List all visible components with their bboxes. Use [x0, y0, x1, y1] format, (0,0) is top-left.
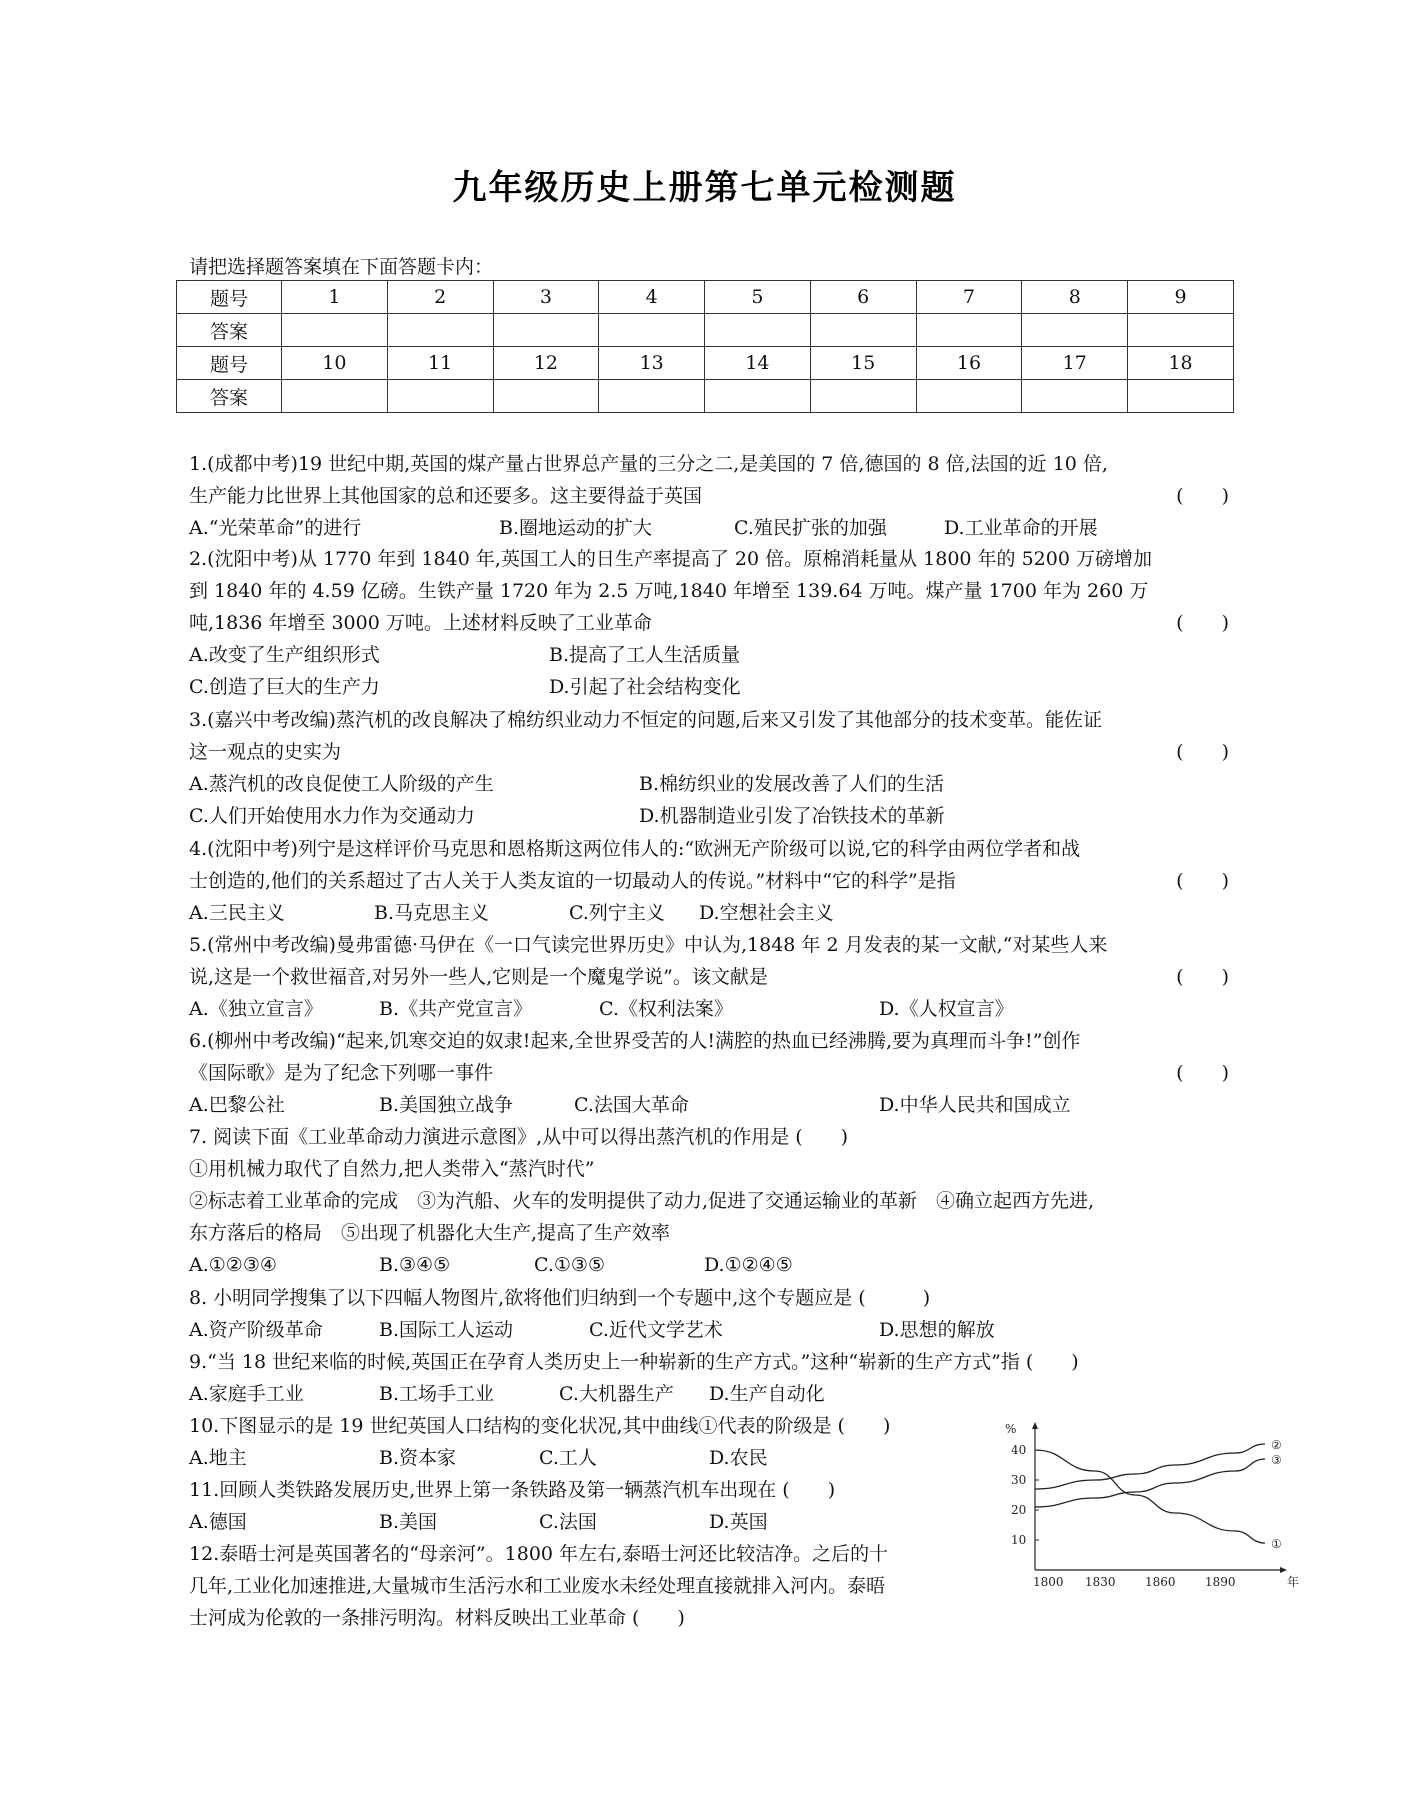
answer-table-header-cell: 答案 [177, 380, 282, 413]
answer-table-cell [493, 380, 599, 413]
options-row [189, 512, 1229, 544]
question-text: 士河成为伦敦的一条排污明沟。材料反映出工业革命 ( ) [189, 1607, 685, 1629]
question-line [189, 1410, 989, 1442]
option-d: D.英国 [709, 1511, 768, 1533]
answer-table-row [177, 314, 1234, 347]
series-label-1: ① [1271, 1537, 1282, 1551]
question-line [189, 1025, 1229, 1057]
x-tick-label: 1800 [1033, 1575, 1064, 1589]
answer-table-cell [599, 380, 705, 413]
question-line [189, 480, 1229, 512]
option-d: D.《人权宣言》 [879, 998, 1014, 1020]
question-8 [189, 1282, 1229, 1346]
question-line [189, 1538, 989, 1570]
option-b: B.圈地运动的扩大 [499, 517, 653, 539]
answer-parentheses: ( ) [1176, 870, 1229, 892]
population-chart [1000, 1420, 1300, 1590]
question-line [189, 929, 1229, 961]
question-line [189, 865, 1229, 897]
answer-table-cell [282, 380, 388, 413]
option-c: C.大机器生产 [559, 1383, 674, 1405]
answer-table-cell [916, 380, 1022, 413]
option-a: A.地主 [189, 1447, 247, 1469]
answer-table-cell: 15 [810, 347, 916, 380]
question-4 [189, 833, 1229, 929]
answer-table-cell [705, 314, 811, 347]
option-c: C.法国大革命 [574, 1094, 689, 1116]
option-a: A.《独立宣言》 [189, 998, 323, 1020]
option-b: B.资本家 [379, 1447, 457, 1469]
answer-table-row [177, 281, 1234, 314]
question-line [189, 1057, 1229, 1089]
option-b: B.美国 [379, 1511, 438, 1533]
options-row [189, 671, 1229, 703]
answer-table-cell [1022, 380, 1128, 413]
question-text: 东方落后的格局 ⑤出现了机器化大生产,提高了生产效率 [189, 1222, 671, 1244]
question-line [189, 1282, 1229, 1314]
question-line [189, 1570, 989, 1602]
options-row [189, 1506, 989, 1538]
option-d: D.①②④⑤ [704, 1254, 793, 1276]
question-5 [189, 929, 1229, 1025]
options-row [189, 897, 1229, 929]
option-a: A.德国 [189, 1511, 247, 1533]
question-line [189, 543, 1229, 575]
option-c: C.①③⑤ [534, 1254, 605, 1276]
question-line [189, 1346, 1229, 1378]
option-c: C.创造了巨大的生产力 [189, 676, 380, 698]
option-c: C.近代文学艺术 [589, 1319, 723, 1341]
question-text: 3.(嘉兴中考改编)蒸汽机的改良解决了棉纺织业动力不恒定的问题,后来又引发了其他部分的技术变革。能佐证 [189, 709, 1102, 731]
option-d: D.工业革命的开展 [944, 517, 1098, 539]
answer-table-cell: 12 [493, 347, 599, 380]
answer-table-header-cell: 题号 [177, 347, 282, 380]
question-text: 吨,1836 年增至 3000 万吨。上述材料反映了工业革命 [189, 612, 652, 634]
answer-table-cell: 16 [916, 347, 1022, 380]
answer-parentheses: ( ) [1176, 741, 1229, 763]
question-text: 4.(沈阳中考)列宁是这样评价马克思和恩格斯这两位伟人的:“欧洲无产阶级可以说,它的科学由两位学者和战 [189, 838, 1081, 860]
question-text: ①用机械力取代了自然力,把人类带入“蒸汽时代” [189, 1158, 595, 1180]
question-text: 说,这是一个救世福音,对另外一些人,它则是一个魔鬼学说”。该文献是 [189, 966, 768, 988]
option-b: B.《共产党宣言》 [379, 998, 533, 1020]
option-b: B.③④⑤ [379, 1254, 451, 1276]
option-b: B.提高了工人生活质量 [549, 644, 741, 666]
option-c: C.殖民扩张的加强 [734, 517, 887, 539]
answer-table-cell [493, 314, 599, 347]
options-row [189, 1249, 1229, 1281]
option-b: B.美国独立战争 [379, 1094, 514, 1116]
answer-parentheses: ( ) [1176, 612, 1229, 634]
answer-parentheses: ( ) [1176, 485, 1229, 507]
y-tick-label: 40 [1011, 1443, 1027, 1457]
question-2 [189, 543, 1229, 703]
y-tick-label: 20 [1011, 1503, 1027, 1517]
y-tick-label: 30 [1011, 1473, 1027, 1487]
series-line-2 [1035, 1444, 1265, 1489]
options-row [189, 1442, 989, 1474]
answer-table-cell [1022, 314, 1128, 347]
series-label-3: ③ [1271, 1453, 1282, 1467]
answer-table-cell [387, 380, 493, 413]
answer-table-cell: 8 [1022, 281, 1128, 314]
answer-table-cell: 7 [916, 281, 1022, 314]
options-row [189, 993, 1229, 1025]
question-text: 《国际歌》是为了纪念下列哪一事件 [189, 1062, 494, 1084]
question-text: 生产能力比世界上其他国家的总和还要多。这主要得益于英国 [189, 485, 703, 507]
question-line [189, 704, 1229, 736]
option-d: D.机器制造业引发了冶铁技术的革新 [639, 805, 945, 827]
question-text: 这一观点的史实为 [189, 741, 342, 763]
question-9 [189, 1346, 1229, 1410]
answer-table-cell: 4 [599, 281, 705, 314]
options-row [189, 639, 1229, 671]
question-line [189, 1602, 989, 1634]
answer-table-cell [1128, 314, 1234, 347]
option-b: B.工场手工业 [379, 1383, 495, 1405]
answer-table-cell: 1 [282, 281, 388, 314]
instruction-text: 请把选择题答案填在下面答题卡内： [189, 256, 494, 278]
options-row [189, 1378, 1229, 1410]
option-b: B.棉纺织业的发展改善了人们的生活 [639, 773, 945, 795]
answer-table-cell [387, 314, 493, 347]
answer-table-row [177, 347, 1234, 380]
question-text: 9.“当 18 世纪来临的时候,英国正在孕育人类历史上一种崭新的生产方式。”这种“崭新的生产方式”指 ( ) [189, 1351, 1079, 1373]
answer-table-cell [705, 380, 811, 413]
answer-table-cell [810, 314, 916, 347]
question-line [189, 1185, 1229, 1217]
question-line [189, 1474, 989, 1506]
series-line-1 [1035, 1450, 1265, 1543]
question-line [189, 1153, 1229, 1185]
question-text: 到 1840 年的 4.59 亿磅。生铁产量 1720 年为 2.5 万吨,1840 年增至 139.64 万吨。煤产量 1700 年为 260 万 [189, 580, 1149, 602]
page-title: 九年级历史上册第七单元检测题 [452, 168, 957, 208]
question-line [189, 1217, 1229, 1249]
answer-parentheses: ( ) [1176, 966, 1229, 988]
question-6 [189, 1025, 1229, 1121]
question-7 [189, 1121, 1229, 1281]
question-3 [189, 704, 1229, 832]
answer-table-cell [916, 314, 1022, 347]
y-axis-arrow [1032, 1422, 1038, 1429]
answer-table-row [177, 380, 1234, 413]
answer-parentheses: ( ) [1176, 1062, 1229, 1084]
options-row [189, 800, 1229, 832]
question-12 [189, 1538, 989, 1634]
option-d: D.思想的解放 [879, 1319, 995, 1341]
answer-table-cell: 9 [1128, 281, 1234, 314]
x-axis-arrow [1280, 1567, 1287, 1573]
question-line [189, 961, 1229, 993]
answer-table-cell: 17 [1022, 347, 1128, 380]
chart-series [1035, 1438, 1282, 1551]
option-d: D.中华人民共和国成立 [879, 1094, 1071, 1116]
answer-table-cell: 14 [705, 347, 811, 380]
option-a: A.①②③④ [189, 1254, 277, 1276]
option-b: B.国际工人运动 [379, 1319, 514, 1341]
answer-table-header-cell: 答案 [177, 314, 282, 347]
option-a: A.改变了生产组织形式 [189, 644, 380, 666]
option-a: A.家庭手工业 [189, 1383, 304, 1405]
y-tick-label: 10 [1011, 1533, 1027, 1547]
option-a: A.三民主义 [189, 902, 285, 924]
question-line [189, 833, 1229, 865]
answer-table-cell: 18 [1128, 347, 1234, 380]
option-d: D.引起了社会结构变化 [549, 676, 741, 698]
question-text: 1.(成都中考)19 世纪中期,英国的煤产量占世界总产量的三分之二,是美国的 7 倍,德国的 8 倍,法国的近 10 倍, [189, 453, 1108, 475]
question-text: 7. 阅读下面《工业革命动力演进示意图》,从中可以得出蒸汽机的作用是 ( ) [189, 1126, 849, 1148]
option-a: A.“光荣革命”的进行 [189, 517, 362, 539]
option-a: A.巴黎公社 [189, 1094, 285, 1116]
options-row [189, 1089, 1229, 1121]
question-1 [189, 448, 1229, 544]
question-text: 几年,工业化加速推进,大量城市生活污水和工业废水未经处理直接就排入河内。泰晤 [189, 1575, 886, 1597]
answer-table-cell [810, 380, 916, 413]
answer-table-cell [599, 314, 705, 347]
question-text: 5.(常州中考改编)曼弗雷德·马伊在《一口气读完世界历史》中认为,1848 年 2 月发表的某一文献,“对某些人来 [189, 934, 1108, 956]
x-tick-label: 1860 [1145, 1575, 1176, 1589]
x-axis-label: 年 [1287, 1575, 1300, 1589]
option-c: C.人们开始使用水力作为交通动力 [189, 805, 475, 827]
answer-table-header-cell: 题号 [177, 281, 282, 314]
question-11 [189, 1474, 989, 1538]
x-tick-label: 1890 [1205, 1575, 1236, 1589]
option-a: A.蒸汽机的改良促使工人阶级的产生 [189, 773, 494, 795]
question-line [189, 607, 1229, 639]
answer-table [176, 280, 1234, 413]
option-d: D.生产自动化 [709, 1383, 825, 1405]
question-text: 11.回顾人类铁路发展历史,世界上第一条铁路及第一辆蒸汽机车出现在 ( ) [189, 1479, 836, 1501]
option-b: B.马克思主义 [374, 902, 490, 924]
question-10 [189, 1410, 989, 1474]
answer-table-cell: 5 [705, 281, 811, 314]
question-text: 6.(柳州中考改编)“起来,饥寒交迫的奴隶!起来,全世界受苦的人!满腔的热血已经沸腾,要为真理而斗争!”创作 [189, 1030, 1081, 1052]
question-text: 10.下图显示的是 19 世纪英国人口结构的变化状况,其中曲线①代表的阶级是 ( ) [189, 1415, 891, 1437]
answer-table-cell: 10 [282, 347, 388, 380]
answer-table-cell [1128, 380, 1234, 413]
answer-table-cell: 6 [810, 281, 916, 314]
options-row [189, 1314, 1229, 1346]
option-c: C.法国 [539, 1511, 597, 1533]
question-text: 12.泰晤士河是英国著名的“母亲河”。1800 年左右,泰晤士河还比较洁净。之后的十 [189, 1543, 889, 1565]
question-line [189, 736, 1229, 768]
x-tick-label: 1830 [1085, 1575, 1116, 1589]
question-text: 士创造的,他们的关系超过了古人关于人类友谊的一切最动人的传说。”材料中“它的科学”是指 [189, 870, 956, 892]
option-c: C.《权利法案》 [599, 998, 733, 1020]
options-row [189, 768, 1229, 800]
answer-table-cell: 3 [493, 281, 599, 314]
question-text: 8. 小明同学搜集了以下四幅人物图片,欲将他们归纳到一个专题中,这个专题应是 ( ) [189, 1287, 931, 1309]
option-c: C.列宁主义 [569, 902, 665, 924]
option-d: D.空想社会主义 [699, 902, 834, 924]
option-c: C.工人 [539, 1447, 597, 1469]
option-a: A.资产阶级革命 [189, 1319, 323, 1341]
question-line [189, 1121, 1229, 1153]
answer-table-cell: 2 [387, 281, 493, 314]
question-line [189, 448, 1229, 480]
answer-table-cell [282, 314, 388, 347]
answer-table-cell: 11 [387, 347, 493, 380]
y-axis-label: % [1005, 1422, 1017, 1436]
option-d: D.农民 [709, 1447, 768, 1469]
question-text: ②标志着工业革命的完成 ③为汽船、火车的发明提供了动力,促进了交通运输业的革新 ④确立起西方先进, [189, 1190, 1095, 1212]
series-label-2: ② [1271, 1438, 1282, 1452]
question-line [189, 575, 1229, 607]
answer-table-cell: 13 [599, 347, 705, 380]
question-text: 2.(沈阳中考)从 1770 年到 1840 年,英国工人的日生产率提高了 20 倍。原棉消耗量从 1800 年的 5200 万磅增加 [189, 548, 1152, 570]
